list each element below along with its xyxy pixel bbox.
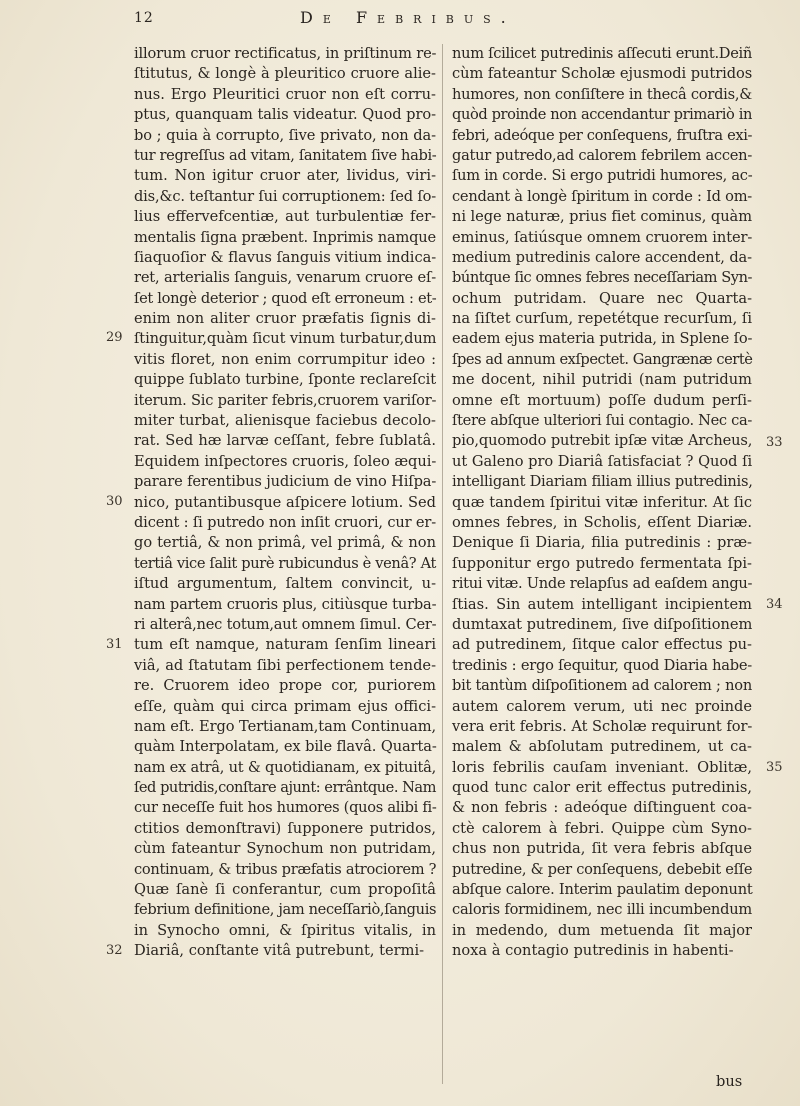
text-line: ſtitutus, & longè à pleuritico cruore alie- — [134, 65, 436, 83]
text-line: lius effervefcentiæ, aut turbulentiæ fer- — [134, 208, 436, 226]
text-line: nam eſt. Ergo Tertianam,tam Continuam, — [134, 717, 437, 735]
text-line: malem & abſolutam putredinem, ut ca- — [452, 738, 752, 756]
text-line: Diariâ, conſtante vitâ putrebunt, termi- — [134, 942, 425, 960]
text-line: dis,&c. teſtantur ſui corruptionem: ſed ſo- — [134, 187, 436, 205]
text-line: nam partem cruoris plus, citiùsque turba- — [134, 595, 437, 613]
text-line: tum. Non igitur cruor ater, lividus, viri- — [134, 167, 436, 185]
text-line: eadem ejus materia putrida, in Splene ſo- — [452, 330, 753, 348]
text-line: iterum. Sic pariter febris,cruorem variſor- — [134, 391, 437, 409]
text-line: ſum in corde. Si ergo putridi humores, ac- — [452, 167, 753, 185]
text-line: quod tunc calor erit effectus putredinis, — [452, 779, 752, 797]
text-line: dumtaxat putredinem, ſive diſpoſitionem — [452, 615, 753, 633]
text-line: noxa à contagio putredinis in habenti- — [452, 942, 734, 960]
margin-number: 32 — [106, 943, 123, 958]
text-line: chus non putrida, ſit vera febris abſque — [452, 840, 752, 858]
text-line: quæ tandem ſpiritui vitæ inferitur. At ſic — [452, 493, 752, 511]
text-line: gatur putredo,ad calorem febrilem accen- — [452, 146, 752, 164]
text-line: febri, adeóque per conſequens, fruſtra exi- — [452, 126, 753, 144]
text-line: dicent : ſi putredo non inſit cruori, cur er- — [134, 513, 436, 531]
text-line: quàm Interpolatam, ex bile flavâ. Quarta- — [134, 738, 437, 756]
text-line: ochum putridam. Quare nec Quarta- — [452, 289, 752, 307]
text-line: medium putredinis calore accendent, da- — [452, 248, 752, 266]
text-line: nico, putantibusque aſpicere lotium. Sed — [134, 493, 436, 511]
text-line: ritui vitæ. Unde relapſus ad eaſdem angu- — [452, 575, 753, 593]
column-divider — [442, 44, 443, 1084]
text-line: in medendo, dum metuenda ſit major — [452, 921, 752, 939]
text-line: tredinis : ergo ſequitur, quod Diaria habe- — [452, 656, 752, 674]
text-line: quippe ſublato turbine, ſponte reclareſcit — [134, 371, 436, 389]
text-line: viâ, ad ſtatutam ſibi perfectionem tende- — [134, 656, 436, 674]
text-line: cùm fateantur Scholæ ejusmodi putridos — [452, 65, 753, 83]
text-line: loris febrilis cauſam inveniant. Oblitæ, — [452, 758, 752, 776]
text-line: mentalis ſigna præbent. Inprimis namque — [134, 228, 436, 246]
text-line: quòd proinde non accendantur primariò in — [452, 106, 752, 124]
text-line: febrium definitione, jam neceſſariò,ſanguis — [134, 901, 437, 919]
text-line: eſſe, quàm qui circa primam ejus offici- — [134, 697, 436, 715]
text-line: ctè calorem à febri. Quippe cùm Syno- — [452, 819, 752, 837]
text-line: iſtud argumentum, ſaltem convincit, u- — [134, 575, 436, 593]
text-line: ſtere abſque ulteriori ſui contagio. Nec ca- — [452, 412, 752, 430]
text-line: Quæ ſanè ſi conferantur, cum propoſitâ — [134, 881, 436, 899]
text-line: cùm fateantur Synochum non putridam, — [134, 840, 436, 858]
text-line: ad putredinem, ſitque calor effectus pu- — [452, 636, 752, 654]
text-line: ctitios demonſtravi) ſupponere putridos, — [134, 819, 436, 837]
text-line: caloris formidinem, nec illi incumbendum — [452, 901, 752, 919]
text-line: autem calorem verum, uti nec proinde — [452, 697, 752, 715]
text-line: continuam, & tribus præfatis atrociorem ? — [134, 860, 437, 878]
page-number: 12 — [134, 10, 154, 26]
text-line: putredine, & per conſequens, debebit eſſe — [452, 860, 753, 878]
text-line: ſpes ad annum exſpectet. Gangrænæ certè — [452, 350, 753, 368]
text-line: pio,quomodo putrebit ipſæ vitæ Archeus, — [452, 432, 753, 450]
text-line: vitis floret, non enim corrumpitur ideo : — [134, 350, 436, 368]
text-line: ptus, quanquam talis videatur. Quod pro- — [134, 106, 436, 124]
text-line: ſtinguitur,quàm ſicut vinum turbatur,dum — [134, 330, 437, 348]
text-line: ut Galeno pro Diariâ ſatisfaciat ? Quod ſi — [452, 452, 753, 470]
text-line: nam ex atrâ, ut & quotidianam, ex pituitâ, — [134, 758, 436, 776]
text-line: eminus, ſatiúsque omnem cruorem inter- — [452, 228, 753, 246]
text-line: & non febris : adeóque diſtinguent coa- — [452, 799, 752, 817]
text-line: illorum cruor rectificatus, in priſtinum re- — [134, 45, 437, 62]
text-line: Equidem inſpectores cruoris, ſoleo æqui- — [134, 452, 437, 470]
text-line: omne eſt mortuum) poſſe dudum perſi- — [452, 391, 752, 409]
text-line: nus. Ergo Pleuritici cruor non eſt corru- — [134, 85, 436, 103]
text-line: búntque ſic omnes febres neceſſariam Syn- — [452, 269, 752, 287]
text-line: re. Cruorem ideo prope cor, puriorem — [134, 677, 436, 695]
text-line: parare ferentibus judicium de vino Hiſpa- — [134, 473, 437, 491]
margin-number: 35 — [766, 760, 783, 775]
text-line: bo ; quia à corrupto, ſive privato, non da- — [134, 126, 436, 144]
text-line: ſupponitur ergo putredo fermentata ſpi- — [452, 554, 752, 572]
text-line: tum eſt namque, naturam ſenſim lineari — [134, 636, 436, 654]
right-column — [452, 44, 752, 962]
text-line: rat. Sed hæ larvæ ceſſant, febre ſublatâ. — [134, 432, 436, 450]
text-line: in Synocho omni, & ſpiritus vitalis, in — [134, 921, 436, 939]
running-title: De Febribus. — [300, 8, 516, 27]
text-line: me docent, nihil putridi (nam putridum — [452, 371, 752, 389]
text-line: intelligant Diariam filiam illius putredinis, — [452, 473, 753, 491]
text-line: num ſcilicet putredinis aſſecuti erunt.Deiñ — [452, 45, 752, 62]
text-line: ſtias. Sin autem intelligant incipientem — [452, 595, 752, 613]
left-column — [134, 44, 436, 962]
margin-number: 34 — [766, 597, 783, 612]
text-line: ſet longè deterior ; quod eſt erroneum : et- — [134, 289, 437, 307]
margin-number: 29 — [106, 330, 123, 345]
text-line: vera erit febris. At Scholæ requirunt for- — [452, 717, 753, 735]
text-line: bit tantùm diſpoſitionem ad calorem ; non — [452, 677, 752, 695]
text-line: na ſiſtet curſum, repetétque recurſum, ſi — [452, 310, 752, 328]
margin-number: 33 — [766, 435, 783, 450]
text-line: ſiaquoſior & flavus ſanguis vitium indica- — [134, 248, 437, 266]
text-line: cur neceſſe fuit hos humores (quos alibi fi- — [134, 799, 437, 817]
catchword: bus — [716, 1073, 743, 1090]
text-line: ni lege naturæ, prius fiet cominus, quàm — [452, 208, 752, 226]
text-line: miter turbat, alienisque faciebus decolo- — [134, 412, 436, 430]
text-line: tertiâ vice ſalit purè rubicundus è venâ? At — [134, 554, 436, 572]
text-line: omnes febres, in Scholis, eſſent Diariæ. — [452, 513, 752, 531]
text-line: Denique ſi Diaria, filia putredinis : præ- — [452, 534, 752, 552]
text-line: enim non aliter cruor præfatis ſignis di- — [134, 310, 436, 328]
text-line: ret, arterialis ſanguis, venarum cruore eſ- — [134, 269, 436, 287]
page-header — [0, 8, 800, 36]
margin-number: 31 — [106, 637, 123, 652]
margin-number: 30 — [106, 494, 123, 509]
text-line: ſed putridis,conſtare ajunt: errântque. Nam — [134, 779, 436, 797]
text-line: tur regreſſus ad vitam, ſanitatem ſive habi- — [134, 146, 437, 164]
text-line: humores, non conſiſtere in thecâ cordis,& — [452, 85, 752, 103]
text-line: abſque calore. Interim paulatim deponunt — [452, 881, 753, 899]
text-line: ri alterâ,nec totum,aut omnem ſimul. Cer- — [134, 615, 437, 633]
text-line: go tertiâ, & non primâ, vel primâ, & non — [134, 534, 436, 552]
text-line: cendant à longè ſpiritum in corde : Id om- — [452, 187, 752, 205]
